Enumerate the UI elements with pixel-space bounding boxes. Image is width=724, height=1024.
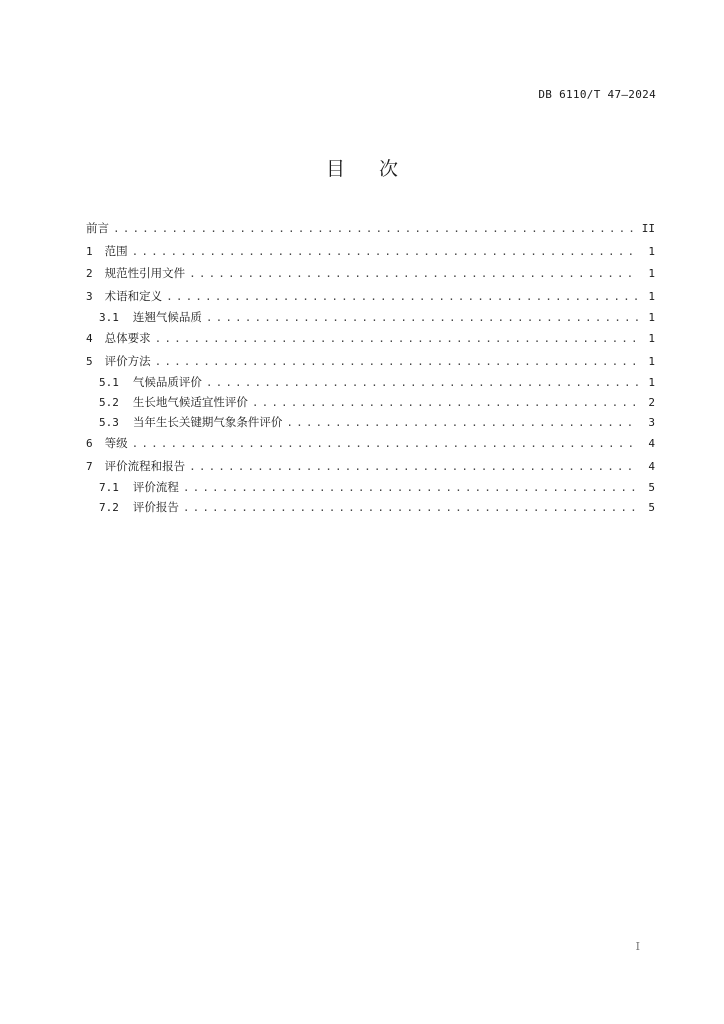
- toc-entry-number: 2: [86, 267, 93, 281]
- toc-entry-page: 1: [648, 332, 655, 346]
- toc-dot-leader: [206, 309, 639, 327]
- toc-entry-label: 评价报告: [132, 500, 179, 515]
- document-id: DB 6110/T 47—2024: [538, 88, 656, 101]
- toc-entry[interactable]: [86, 456, 655, 476]
- toc-entry-label: 当年生长关键期气象条件评价: [132, 415, 283, 430]
- toc-entry-page: 5: [648, 481, 655, 495]
- page-title: 目次: [325, 158, 432, 180]
- toc-entry-page: 1: [648, 289, 655, 303]
- toc-entry-page: 1: [648, 244, 655, 258]
- toc-entry-label: 前言: [86, 221, 109, 235]
- toc-dot-leader: [155, 352, 639, 371]
- toc-entry-page: 4: [648, 437, 655, 451]
- toc-entry-label: 范围: [104, 243, 128, 258]
- toc-entry-label: 评价流程和报告: [104, 458, 186, 473]
- toc-entry-page: 3: [648, 416, 655, 430]
- toc-dot-leader: [189, 264, 639, 283]
- toc-dot-leader: [286, 414, 639, 432]
- toc-entry-label: 规范性引用文件: [104, 266, 186, 281]
- toc-entry-number: 3.1: [99, 311, 119, 325]
- toc-entry-page: 4: [648, 459, 655, 473]
- toc-dot-leader: [155, 329, 639, 348]
- toc-subentry[interactable]: [86, 308, 655, 327]
- toc-entry[interactable]: [86, 218, 655, 238]
- toc-entry[interactable]: [86, 263, 655, 283]
- toc-dot-leader: [189, 457, 639, 476]
- toc-entry-label: 总体要求: [104, 331, 151, 346]
- toc-dot-leader: [183, 479, 639, 497]
- toc-entry-number: 4: [86, 332, 93, 346]
- toc-entry-page: 2: [648, 396, 655, 410]
- toc-dot-leader: [183, 499, 639, 517]
- toc-entry-number: 5.3: [99, 416, 119, 430]
- toc-subentry[interactable]: [86, 478, 655, 497]
- toc-entry-number: 7.1: [99, 481, 119, 495]
- toc-entry-page: II: [641, 222, 655, 235]
- page-number: I: [635, 940, 640, 953]
- toc-entry-number: 5.2: [99, 396, 119, 410]
- toc-entry-number: 1: [86, 244, 93, 258]
- toc-entry-number: 6: [86, 437, 93, 451]
- toc-entry-number: 7.2: [99, 501, 119, 515]
- toc-entry-page: 1: [648, 311, 655, 325]
- toc-entry[interactable]: [86, 286, 655, 306]
- toc-entry-page: 1: [648, 267, 655, 281]
- toc-dot-leader: [252, 394, 639, 412]
- toc-entry[interactable]: [86, 328, 655, 348]
- toc-entry-label: 连翘气候品质: [132, 310, 202, 325]
- toc-entry[interactable]: [86, 433, 655, 453]
- toc-dot-leader: [206, 374, 639, 392]
- toc-entry-page: 5: [648, 501, 655, 515]
- toc-entry-page: 1: [648, 354, 655, 368]
- toc-entry-label: 评价流程: [132, 480, 179, 495]
- toc-entry-label: 气候品质评价: [132, 375, 202, 390]
- toc-entry[interactable]: [86, 241, 655, 261]
- toc-entry-number: 7: [86, 459, 93, 473]
- toc-dot-leader: [132, 242, 639, 261]
- toc-entry-number: 5: [86, 354, 93, 368]
- toc-dot-leader: [113, 219, 636, 238]
- toc-entry-number: 5.1: [99, 376, 119, 390]
- toc-entry-label: 生长地气候适宜性评价: [132, 395, 248, 410]
- toc-entry-label: 等级: [104, 436, 128, 451]
- table-of-contents: [86, 218, 655, 518]
- toc-entry-page: 1: [648, 376, 655, 390]
- toc-subentry[interactable]: [86, 393, 655, 412]
- toc-dot-leader: [166, 287, 639, 306]
- toc-subentry[interactable]: [86, 498, 655, 517]
- toc-subentry[interactable]: [86, 413, 655, 432]
- toc-dot-leader: [132, 434, 639, 453]
- toc-subentry[interactable]: [86, 373, 655, 392]
- toc-entry-label: 评价方法: [104, 353, 151, 368]
- toc-entry-label: 术语和定义: [104, 288, 163, 303]
- toc-entry-number: 3: [86, 289, 93, 303]
- toc-entry[interactable]: [86, 351, 655, 371]
